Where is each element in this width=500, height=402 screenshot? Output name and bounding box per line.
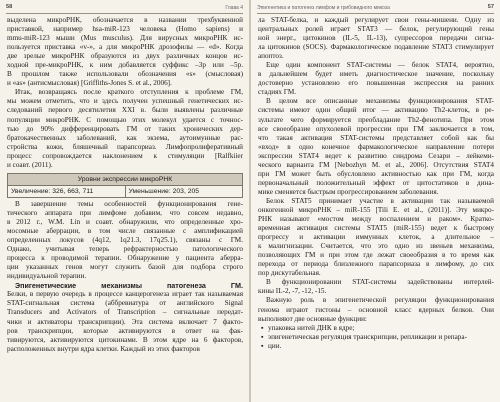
text-line: процесс сопровождается наклонением к стимуляции [Ralfkiier [7, 151, 243, 160]
text-line: экспрессии STAT4 ведет к развитию синдрома Сезари – лейкеми- [258, 151, 494, 160]
text-line: Однако, учитывая теперь рефрактерностью патологического [7, 245, 243, 254]
text-line: в 2012 г., W.M. Lin и соавт. обнаружили, что определенные хро- [7, 217, 243, 226]
text-line: братокачественных заболеваний, как экзема, аутоимунные рас- [7, 133, 243, 142]
right-page [251, 0, 500, 402]
left-page-body [7, 16, 243, 354]
list-item: ▪ ции. [258, 342, 494, 351]
text-line: тического аппарата при лимфоме добавим, что совсем недавно, [7, 208, 243, 217]
text-line: определенных локусов (4q12, 1q21.3, 17q25.1), связаны с ГМ. [7, 236, 243, 245]
text-line: Белки, в первую очередь в процессе канцерогенеза играет так называемая [7, 290, 243, 299]
right-page-body [258, 16, 494, 351]
right-page-number: 57 [487, 4, 494, 10]
text-line: «вход» в одно конечное фармакологическое направление потери [258, 142, 494, 151]
text-line: апоптоз. [258, 52, 284, 61]
left-page [0, 0, 249, 402]
right-running-header: Эпигенетика и патогенез лимфом и грибовидного микоза [257, 5, 390, 11]
left-paragraphs-middle [7, 200, 243, 281]
left-page-number: 58 [6, 4, 13, 10]
right-paragraphs-bottom [258, 296, 494, 323]
text-line: чики и активаторы транскрипции). Эта система включает 7 факто- [7, 317, 243, 326]
left-header-rule [6, 13, 243, 14]
text-line: и соавт. (2011). [7, 160, 53, 169]
text-line: ла STAT-белка, и каждый регулирует свои гены-мишени. Одну из [258, 16, 494, 24]
text-line: в дальнейшем будет иметь диагностическое значение, поскольку [258, 70, 494, 79]
text-line: ла цитокинов (SOCS). Фармакологическое подавление STAT3 стимулирует [258, 43, 494, 52]
table-cell-decrease: Уменьшение: 203, 205 [125, 186, 243, 197]
text-line: Еще один компонент STAT-системы — белок STAT4, вероятно, [266, 61, 494, 70]
text-line: ров транскрипции, которые активируются в ответ на фак- [7, 326, 243, 335]
microrna-expression-table [7, 173, 243, 198]
table-header: Уровни экспрессии микроРНК [8, 174, 242, 186]
table-row [8, 186, 242, 197]
text-line: ческого варианта ГМ [Nebozhyn M. et al., 2006]. Отсутствия STAT4 [258, 160, 494, 169]
text-line: ной энерг., цитокинов (IL-5, IL-13), супрессоров передачи сигна- [258, 34, 494, 43]
text-line: мике сменяется быстрым прогрессированием заболевания. [258, 187, 439, 196]
text-line: первоначальный положительный эффект от цитостатиков в дина- [258, 178, 494, 187]
text-line: зультате чего формируется преобладание Th2-фенотипа. При этом [258, 115, 494, 124]
text-line: расположенных внутри ядра клетки. Каждый из этих факторов [7, 344, 200, 353]
text-line: В прошлом также использовали обозначения «s» (смысловая) [7, 70, 243, 79]
section-subheading: Эпигенетические механизмы патогенеза ГМ. [15, 281, 243, 291]
text-line: В завершение темы особенностей функционирования гене- [15, 199, 243, 208]
text-line: системы имеют один общий итог — активацию Th2-клеток, в ре- [258, 106, 494, 115]
right-paragraphs-top [258, 16, 494, 296]
text-line: центральных ролей играет STAT3 — белок, регулирующий гены [258, 25, 494, 34]
text-line: тивируются, активируются цитокинами. В этом ядре на 6 факторов, [7, 335, 243, 344]
text-line: ходной пре-микроРНК, к ним добавляется суффикс –3р или –5р. [7, 61, 243, 70]
text-line: временная активация системы STAT5 (miR-155) ведет к быстрому [258, 224, 494, 233]
text-line: и «as» (антисмысловая) [Griffiths-Jones S. et al., 2006]. [7, 79, 172, 88]
text-line: пользуется приставка «v-», а для микроРНК дрозофилы — «d». Когда [7, 43, 243, 52]
text-line: мы можем отметить, что и здесь получен успешный генетических ис- [7, 97, 243, 106]
text-line: Итак, возвращаясь после краткого отступления к проблеме ГМ, [15, 88, 243, 97]
text-line: стадиях ГМ. [258, 88, 297, 97]
text-line: Важную роль в эпигенетической регуляции функционирования [266, 296, 494, 305]
text-line: тью до 90% дифференцировать ГМ от таких хронических дер- [7, 124, 243, 133]
histone-function-list [258, 324, 494, 351]
text-line: кины IL-2, -7, -12, -15. [258, 287, 327, 296]
text-line: В целом все описанные механизмы функционирования STAT- [266, 97, 494, 106]
text-line: индивидуальной терапии. [7, 272, 87, 281]
text-line: пор дискутабельная. [258, 269, 321, 278]
table-cell-increase: Увеличение: 326, 663, 711 [11, 187, 94, 195]
text-line: ции указанных генов могут служить базой для подбора строго [7, 263, 243, 272]
text-line: процесса к проводимой терапии. Обнаружение у пациента аберра- [7, 254, 243, 263]
text-line: Transducers and Activators of Transcription – сигнальные передат- [7, 308, 243, 317]
text-line: Белок STAT5 принимает участие в активации так называемой [266, 196, 494, 205]
text-line: онкогенной микроРНК – miR-155 [Tili E. et al., (2011)]. Эту микро- [258, 205, 494, 214]
left-running-header: Глава 4 [225, 5, 243, 11]
text-line: при ГМ может быть обусловлено активностью как при ГМ, когда [258, 169, 494, 178]
text-line: прогрессу и активации иммунных клеток, а длительное – [258, 233, 494, 242]
text-line: что такая активация STAT-системы представляет собой как бы [258, 133, 494, 142]
text-line: выделена микроРНК, обозначается в названии трехбуквенной [7, 16, 243, 24]
text-line: популяции микроРНК. С помощью этих молекул удается с точнос- [7, 115, 243, 124]
text-line: выполняют две основные функции: [258, 314, 367, 323]
right-header-rule [257, 13, 494, 14]
text-line: мосомные аберрации, в том числе связанные с амплификацией [7, 227, 243, 236]
text-line: все своеобразие опухолевой прогрессии при ГМ заключается в том, [258, 124, 494, 133]
text-line: STAT-сигнальная система (аббревиатура от английского Signal [7, 299, 243, 308]
list-item: ▪ эпигенетическая регуляция транскрипции, репликации и репара- [258, 333, 494, 342]
left-paragraphs-top [7, 16, 243, 170]
text-line: позволяющих ГМ и при этом где лежат своеобразия в то время как [258, 251, 494, 260]
text-line: две зрелые микроРНК образуются из двух различных концов ис- [7, 52, 243, 61]
text-line: генома играют гистоны – основной класс ядерных белков. Они [258, 305, 494, 314]
list-item: ▪ упаковка нитей ДНК в ядре; [258, 324, 494, 333]
text-line: достоверно установлено его повышенная экспрессия на ранних [258, 79, 494, 88]
text-line: РНК называют «мостом между воспалением и раком». Кратко- [258, 215, 494, 224]
text-line: приставкой, например hsa-miR-123 человека (Homo sapiens) и [7, 25, 243, 34]
left-paragraphs-bottom [7, 290, 243, 353]
text-line: перехода от периода близлежного парапсориаза в лимфому, до сих [258, 260, 494, 269]
text-line: В функционировании STAT-системы задействованы интерлей- [266, 278, 494, 287]
text-line: mmu-miR-123 мыши (Mus musculus). Для вирусных микроРНК ис- [7, 34, 243, 43]
text-line: следований первого десятилетия XXI в. были выявлены различные [7, 106, 243, 115]
text-line: к малигнизации. Считается, что это одно из звеньев механизма, [258, 242, 494, 251]
text-line: стройства кожи, бляшечный парапсориаз. Лимфопролиферативный [7, 142, 243, 151]
